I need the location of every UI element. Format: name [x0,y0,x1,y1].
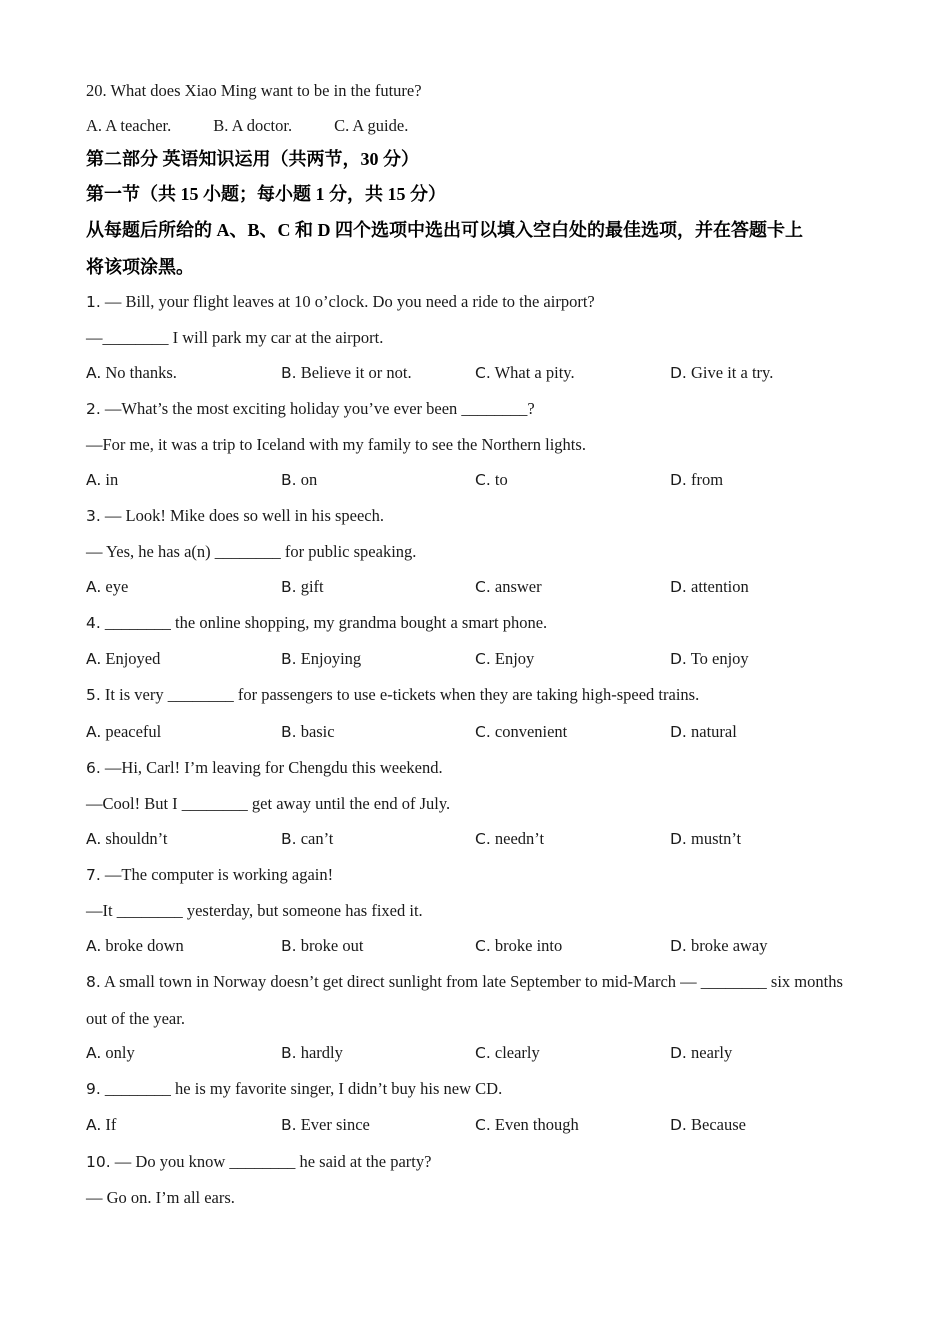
q8-line-2: out of the year. [86,1009,185,1028]
q5-option-b[interactable]: B. basic [281,722,335,741]
q6-number: 6. [86,759,101,777]
q5-line-1: 5. It is very ________ for passengers to use e-tickets when they are taking high-speed trains. [86,685,700,704]
q6-line-1: 6. —Hi, Carl! I’m leaving for Chengdu this weekend. [86,758,443,777]
q9-option-c[interactable]: C. Even though [475,1115,579,1134]
q6-line-2: —Cool! But I ________ get away until the end of July. [86,794,451,813]
q2-options [86,470,866,492]
q5-option-a[interactable]: A. peaceful [86,722,162,741]
q5-option-d[interactable]: D. natural [670,722,737,741]
q20-stem: 20. What does Xiao Ming want to be in the future? [86,81,422,100]
q1-line-1: 1. — Bill, your flight leaves at 10 o’clock. Do you need a ride to the airport? [86,292,595,311]
q10-line-1: 10. — Do you know ________ he said at the party? [86,1152,432,1171]
q4-options [86,649,866,671]
q4-option-d[interactable]: D. To enjoy [670,649,749,668]
q7-option-a[interactable]: A. broke down [86,936,184,955]
q2-option-b[interactable]: B. on [281,470,318,489]
q20-options [86,116,408,136]
q2-line-2: —For me, it was a trip to Iceland with my family to see the Northern lights. [86,435,586,454]
q4-option-c[interactable]: C. Enjoy [475,649,535,668]
q5-options [86,722,866,744]
q6-option-d[interactable]: D. mustn’t [670,829,742,848]
q7-option-b[interactable]: B. broke out [281,936,364,955]
q6-option-c[interactable]: C. needn’t [475,829,545,848]
q20-option-a: A. A teacher. [86,116,172,135]
q4-option-a[interactable]: A. Enjoyed [86,649,161,668]
q5-option-c[interactable]: C. convenient [475,722,568,741]
part2-heading: 第二部分 英语知识运用（共两节，30 分） [86,149,419,169]
q9-option-b[interactable]: B. Ever since [281,1115,370,1134]
q2-number: 2. [86,400,101,418]
q1-options [86,363,866,385]
q8-option-c[interactable]: C. clearly [475,1043,540,1062]
q9-options [86,1115,866,1137]
q7-number: 7. [86,866,101,884]
q3-option-c[interactable]: C. answer [475,577,542,596]
q4-number: 4. [86,614,101,632]
section1-heading: 第一节（共 15 小题；每小题 1 分，共 15 分） [86,184,446,204]
q7-line-2: —It ________ yesterday, but someone has fixed it. [86,901,423,920]
q1-option-d[interactable]: D. Give it a try. [670,363,774,382]
q8-line-1: 8. A small town in Norway doesn’t get direct sunlight from late September to mid-March — ________ six months [86,972,843,991]
q10-line-2: — Go on. I’m all ears. [86,1188,235,1207]
instruction-line-2: 将该项涂黑。 [86,257,194,277]
q3-line-2: — Yes, he has a(n) ________ for public speaking. [86,542,417,561]
q2-option-d[interactable]: D. from [670,470,724,489]
q8-number: 8. [86,973,101,991]
q1-option-a[interactable]: A. No thanks. [86,363,177,382]
q20-option-c: C. A guide. [334,116,409,135]
q8-options [86,1043,866,1065]
q1-number: 1. [86,293,101,311]
q2-option-c[interactable]: C. to [475,470,508,489]
q20-option-b: B. A doctor. [213,116,293,135]
q3-line-1: 3. — Look! Mike does so well in his speech. [86,506,385,525]
q7-options [86,936,866,958]
q6-options [86,829,866,851]
q9-option-d[interactable]: D. Because [670,1115,746,1134]
q1-option-c[interactable]: C. What a pity. [475,363,575,382]
q8-option-a[interactable]: A. only [86,1043,135,1062]
q2-line-1: 2. —What’s the most exciting holiday you’ve ever been ________? [86,399,535,418]
q3-number: 3. [86,507,101,525]
q7-line-1: 7. —The computer is working again! [86,865,334,884]
q6-option-a[interactable]: A. shouldn’t [86,829,168,848]
q3-option-b[interactable]: B. gift [281,577,324,596]
q4-line-1: 4. ________ the online shopping, my grandma bought a smart phone. [86,613,548,632]
q2-option-a[interactable]: A. in [86,470,119,489]
q1-option-b[interactable]: B. Believe it or not. [281,363,412,382]
q8-option-b[interactable]: B. hardly [281,1043,343,1062]
q7-option-c[interactable]: C. broke into [475,936,563,955]
q5-number: 5. [86,686,101,704]
q3-option-a[interactable]: A. eye [86,577,129,596]
instruction-line-1: 从每题后所给的 A、B、C 和 D 四个选项中选出可以填入空白处的最佳选项，并在答题卡上 [86,220,803,240]
q8-option-d[interactable]: D. nearly [670,1043,733,1062]
q7-option-d[interactable]: D. broke away [670,936,768,955]
q4-option-b[interactable]: B. Enjoying [281,649,362,668]
q9-line-1: 9. ________ he is my favorite singer, I didn’t buy his new CD. [86,1079,503,1098]
q9-option-a[interactable]: A. If [86,1115,117,1134]
q3-options [86,577,866,599]
q3-option-d[interactable]: D. attention [670,577,749,596]
q6-option-b[interactable]: B. can’t [281,829,334,848]
q10-number: 10. [86,1153,111,1171]
q9-number: 9. [86,1080,101,1098]
q1-line-2: —________ I will park my car at the airport. [86,328,384,347]
